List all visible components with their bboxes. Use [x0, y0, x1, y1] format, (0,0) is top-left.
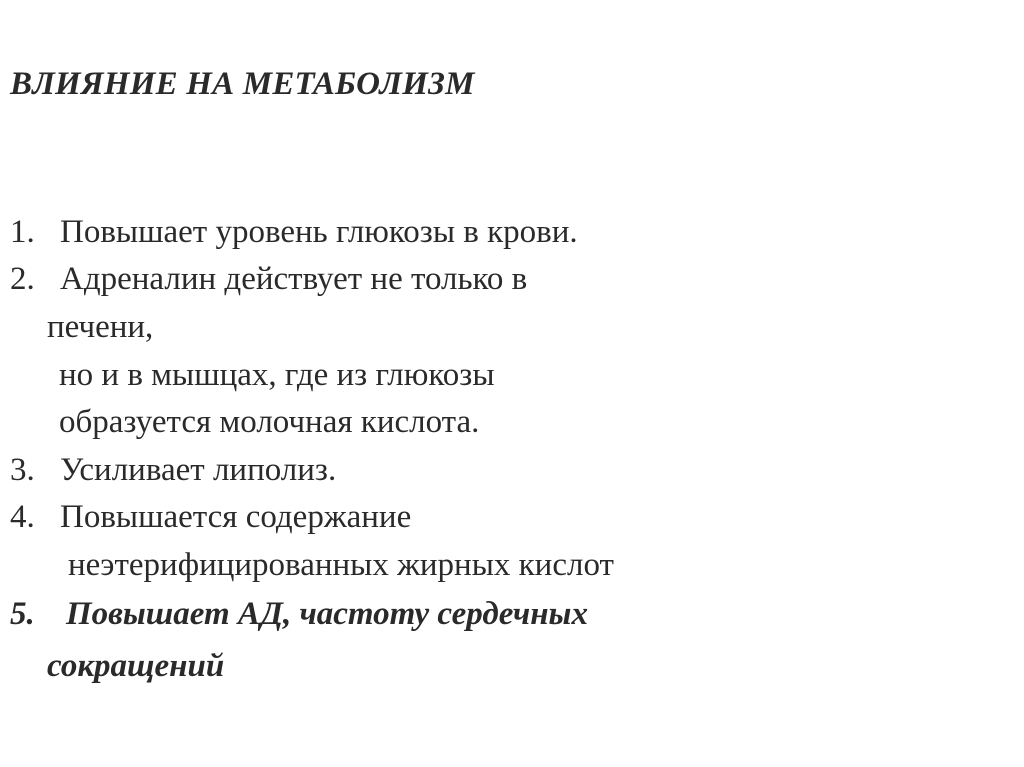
item-3-number: 3. — [10, 452, 35, 488]
item-5-text-line-2: сокращений — [47, 648, 225, 684]
item-2-text-line-4: образуется молочная кислота. — [59, 404, 480, 440]
item-2-text-line-3: но и в мышцах, где из глюкозы — [59, 357, 495, 393]
item-1-text: Повышает уровень глюкозы в крови. — [60, 214, 578, 250]
item-4-text-line-2: неэтерифицированных жирных кислот — [68, 547, 614, 583]
item-5-text-line-1: Повышает АД, частоту сердечных — [66, 596, 588, 632]
item-4-text-line-1: Повышается содержание — [60, 499, 412, 535]
item-3-text: Усиливает липолиз. — [60, 452, 337, 488]
item-2-text-line-2: печени, — [47, 309, 154, 345]
item-1-number: 1. — [10, 214, 35, 250]
item-2-text-line-1: Адреналин действует не только в — [60, 261, 528, 297]
item-5-number: 5. — [10, 596, 35, 632]
slide-title: ВЛИЯНИЕ НА МЕТАБОЛИЗМ — [10, 66, 475, 102]
item-2-number: 2. — [10, 261, 35, 297]
item-4-number: 4. — [10, 499, 35, 535]
